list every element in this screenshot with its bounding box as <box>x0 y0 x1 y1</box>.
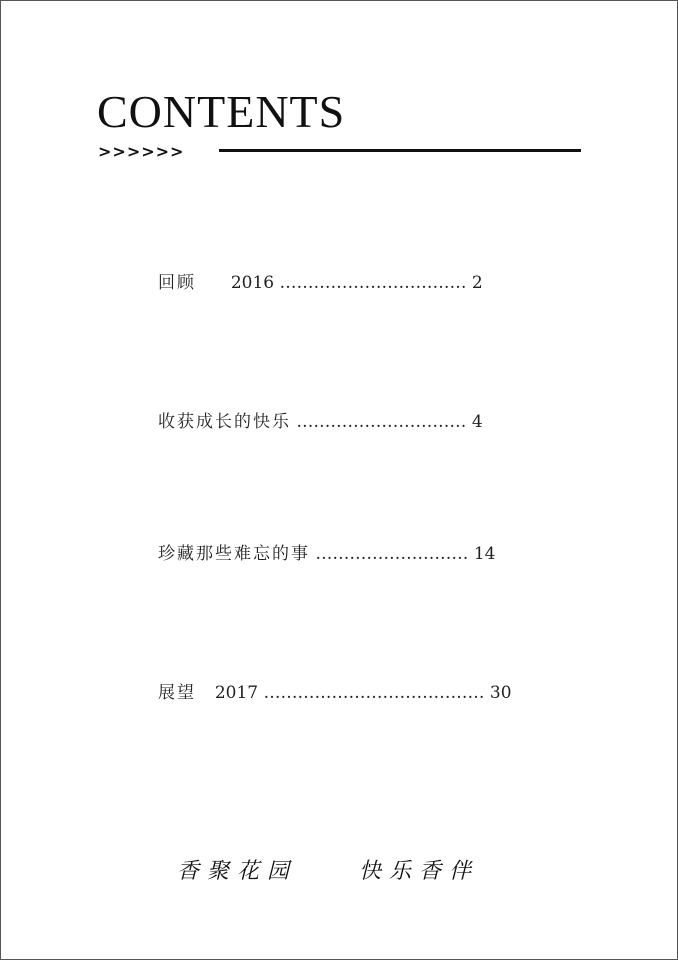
toc-entry-page: 4 <box>471 412 483 432</box>
toc-entry-year: 2016 <box>230 273 275 293</box>
footer-slogan-right: 快乐香伴 <box>359 859 480 884</box>
toc-entry-title: 回顾 <box>158 273 196 293</box>
toc-entry-title: 收获成长的快乐 <box>158 412 291 432</box>
toc-leader-dots: ………………………… <box>296 412 467 432</box>
toc-leader-dots: ……………………… <box>315 544 469 564</box>
toc-entry-page: 30 <box>489 683 512 703</box>
toc-entry-page: 14 <box>473 544 496 564</box>
toc-entry-year: 2017 <box>214 683 259 703</box>
toc-entry-memories[interactable] <box>158 546 495 563</box>
toc-entry-title: 珍藏那些难忘的事 <box>158 544 310 564</box>
footer-slogan-left: 香聚花园 <box>177 859 298 884</box>
title-underline <box>219 149 581 152</box>
toc-entry-review-2016[interactable] <box>158 275 483 292</box>
toc-leader-dots: …………………………… <box>279 273 467 293</box>
toc-leader-dots: ………………………………… <box>263 683 485 703</box>
footer-slogan <box>177 861 479 883</box>
arrow-decoration: >>>>>> <box>98 142 185 161</box>
toc-entry-growth[interactable] <box>158 414 483 431</box>
toc-entry-outlook-2017[interactable] <box>158 685 512 702</box>
page-title: CONTENTS <box>97 86 346 137</box>
toc-entry-title: 展望 <box>158 683 196 703</box>
toc-entry-page: 2 <box>471 273 483 293</box>
